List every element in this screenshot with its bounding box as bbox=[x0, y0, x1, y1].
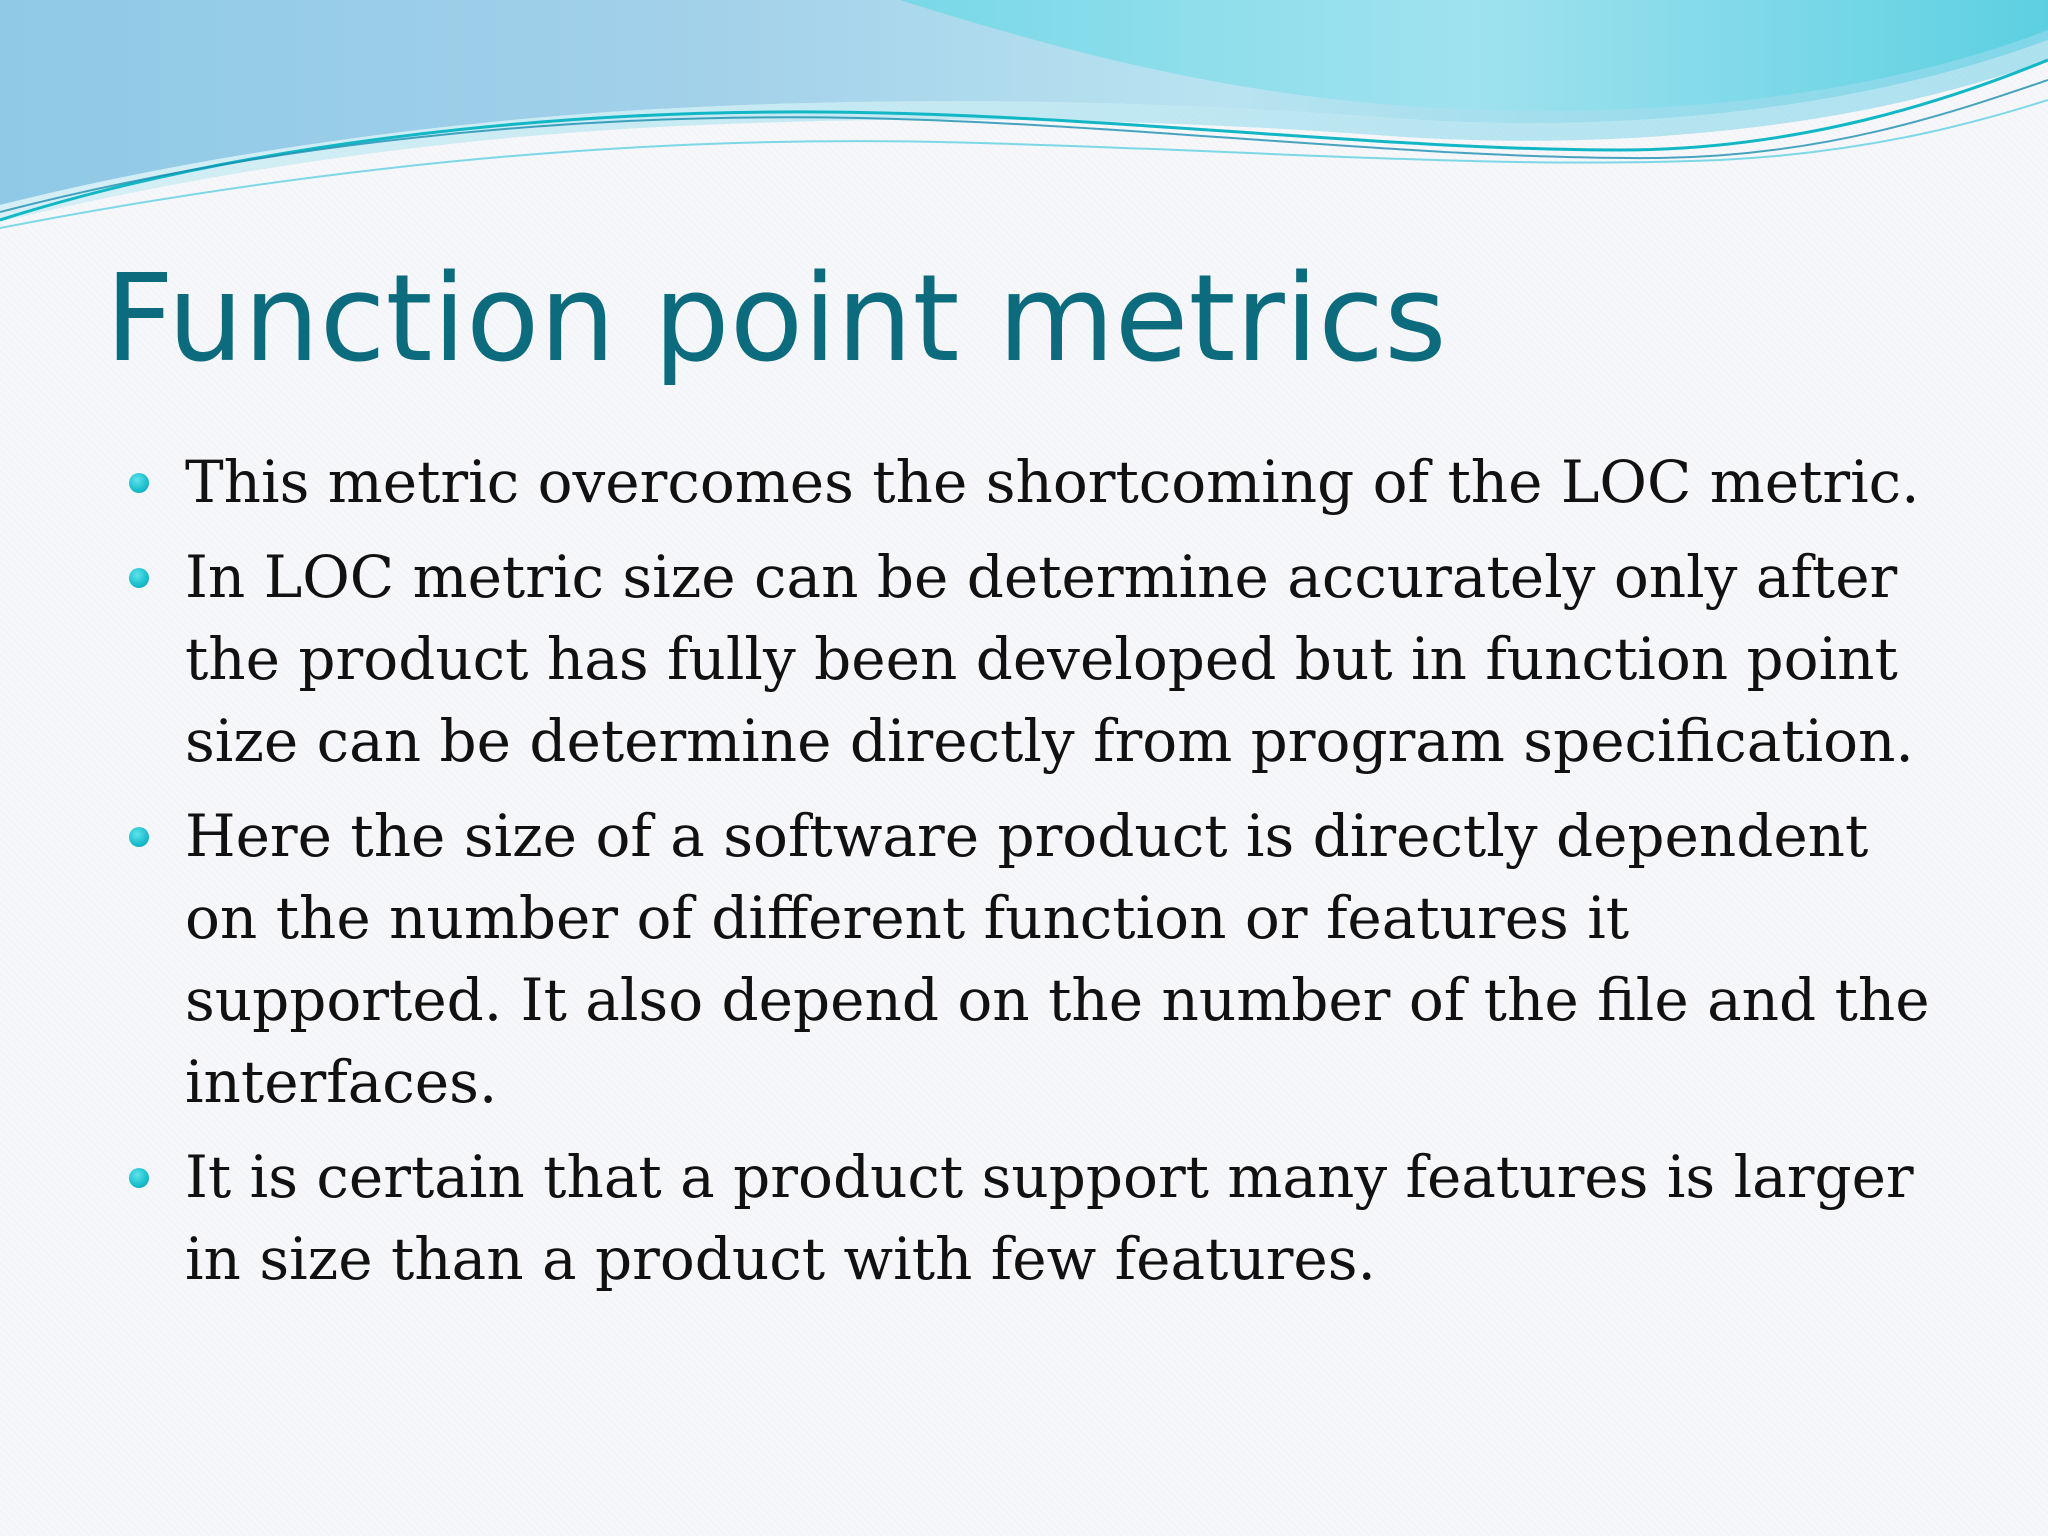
header-wave-decoration bbox=[0, 0, 2048, 240]
bullet-text: Here the size of a software product is directly dependent on the number of different function or features it supported. It also depend on the number of the file and the interfaces. bbox=[185, 802, 1930, 1116]
bullet-marker-icon bbox=[129, 568, 149, 588]
bullet-item bbox=[120, 795, 1950, 1123]
bullet-list bbox=[120, 441, 1950, 1313]
bullet-text: This metric overcomes the shortcoming of the LOC metric. bbox=[185, 448, 1920, 516]
bullet-item bbox=[120, 441, 1950, 523]
bullet-text: In LOC metric size can be determine accurately only after the product has fully been developed but in function point size can be determine directly from program specification. bbox=[185, 543, 1914, 775]
bullet-marker-icon bbox=[129, 473, 149, 493]
slide-title: Function point metrics bbox=[105, 250, 1447, 389]
bullet-marker-icon bbox=[129, 827, 149, 847]
bullet-item bbox=[120, 1136, 1950, 1300]
bullet-marker-icon bbox=[129, 1168, 149, 1188]
bullet-item bbox=[120, 536, 1950, 782]
bullet-text: It is certain that a product support many features is larger in size than a product with few features. bbox=[185, 1143, 1914, 1293]
